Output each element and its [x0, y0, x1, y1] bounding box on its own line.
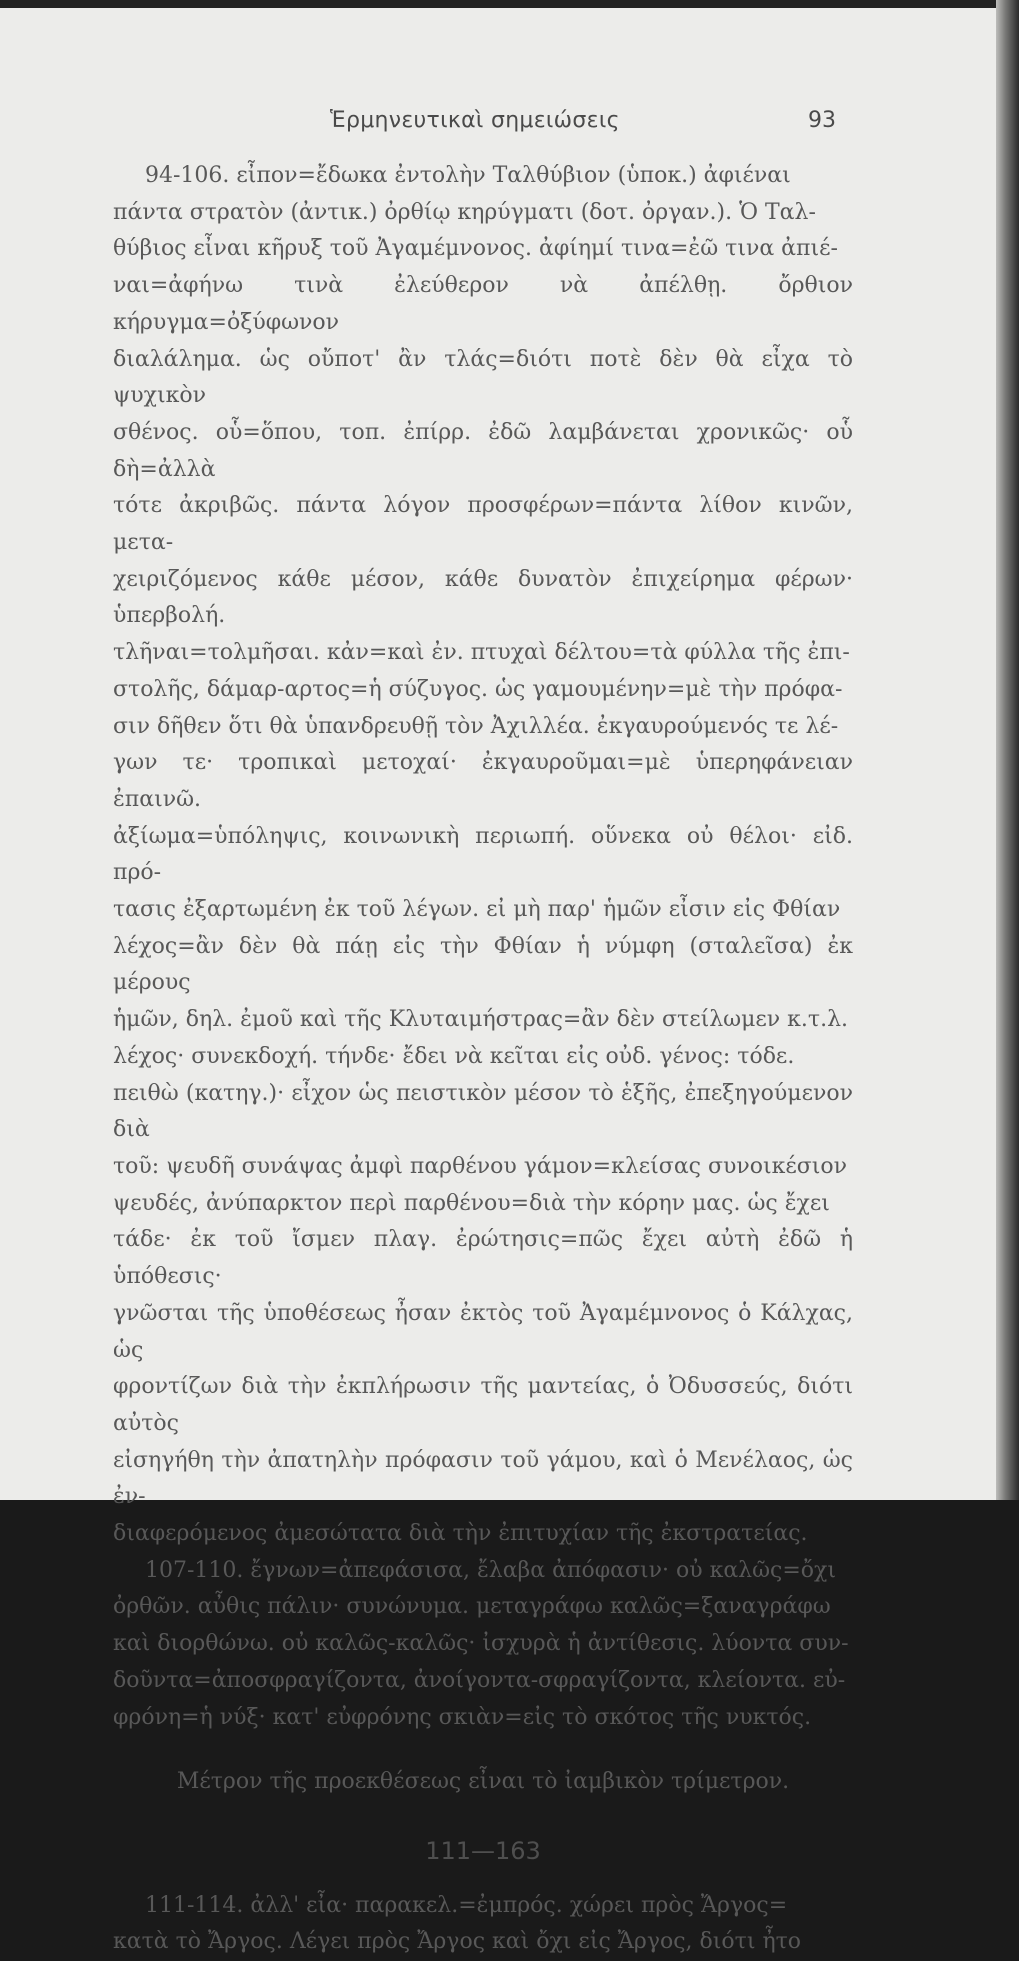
text-line: 111-114. ἀλλ' εἶα· παρακελ.=ἐμπρός. χώρει πρὸς Ἄργος=	[145, 1892, 788, 1918]
text-line: πάντα στρατὸν (ἀντικ.) ὀρθίῳ κηρύγματι (δοτ. ὀργαν.). Ὁ Ταλ-	[113, 199, 816, 225]
notes-111-114	[113, 1888, 853, 1961]
scan-right-edge	[996, 0, 1019, 1500]
text-line: εἰσηγήθη τὴν ἀπατηλὴν πρόφασιν τοῦ γάμου, καὶ ὁ Μενέλαος, ὡς ἐν-	[113, 1447, 853, 1510]
text-line: λέχος=ἂν δὲν θὰ πάῃ εἰς τὴν Φθίαν ἡ νύμφη (σταλεῖσα) ἐκ μέρους	[113, 933, 853, 996]
text-line: δοῦντα=ἀποσφραγίζοντα, ἀνοίγοντα-σφραγίζοντα, κλείοντα. εὐ-	[113, 1667, 846, 1693]
text-line: τοῦ: ψευδῆ συνάψας ἀμφὶ παρθένου γάμον=κλείσας συνοικέσιον	[113, 1153, 848, 1179]
text-line: φρόνη=ἡ νύξ· κατ' εὐφρόνης σκιὰν=εἰς τὸ σκότος τῆς νυκτός.	[113, 1704, 812, 1730]
text-line: τασις ἐξαρτωμένη ἐκ τοῦ λέγων. εἰ μὴ παρ' ἡμῶν εἶσιν εἰς Φθίαν	[113, 897, 841, 923]
page-header	[0, 108, 996, 144]
text-line: τλῆναι=τολμῆσαι. κἀν=καὶ ἐν. πτυχαὶ δέλτου=τὰ φύλλα τῆς ἐπι-	[113, 640, 850, 666]
meter-note: Μέτρον τῆς προεκθέσεως εἶναι τὸ ἰαμβικὸν τρίμετρον.	[176, 1769, 790, 1795]
text-line: ψευδές, ἀνύπαρκτον περὶ παρθένου=διὰ τὴν κόρην μας. ὡς ἔχει	[113, 1190, 830, 1216]
text-line: κατὰ τὸ Ἄργος. Λέγει πρὸς Ἄργος καὶ ὄχι εἰς Ἄργος, διότι ἦτο	[113, 1929, 802, 1955]
text-line: σθένος. οὗ=ὅπου, τοπ. ἐπίρρ. ἐδῶ λαμβάνεται χρονικῶς· οὗ δὴ=ἀλλὰ	[113, 419, 853, 482]
text-line: ὀρθῶν. αὖθις πάλιν· συνώνυμα. μεταγράφω καλῶς=ξαναγράφω	[113, 1594, 831, 1620]
text-line: θύβιος εἶναι κῆρυξ τοῦ Ἀγαμέμνονος. ἀφίημί τινα=ἐῶ τινα ἀπιέ-	[113, 236, 838, 262]
text-line: πειθὼ (κατηγ.)· εἶχον ὡς πειστικὸν μέσον τὸ ἑξῆς, ἐπεξηγούμενον διὰ	[113, 1080, 853, 1143]
text-line: στολῆς, δάμαρ-αρτος=ἡ σύζυγος. ὡς γαμουμένην=μὲ τὴν πρόφα-	[113, 676, 843, 702]
notes-94-106	[113, 158, 853, 1553]
text-line: τότε ἀκριβῶς. πάντα λόγον προσφέρων=πάντα λίθον κινῶν, μετα-	[113, 493, 853, 556]
book-page	[0, 8, 996, 1955]
text-line: λέχος· συνεκδοχή. τήνδε· ἔδει νὰ κεῖται εἰς οὐδ. γένος: τόδε.	[113, 1043, 795, 1069]
text-line: ἀξίωμα=ὑπόληψις, κοινωνικὴ περιωπή. οὕνεκα οὐ θέλοι· εἰδ. πρό-	[113, 823, 853, 886]
text-line: χειριζόμενος κάθε μέσον, κάθε δυνατὸν ἐπιχείρημα φέρων· ὑπερβολή.	[113, 566, 853, 629]
notes-107-110	[113, 1553, 853, 1737]
text-line: διαλάλημα. ὡς οὔποτ' ἂν τλάς=διότι ποτὲ δὲν θὰ εἶχα τὸ ψυχικὸν	[113, 346, 853, 409]
section-heading: 111—163	[425, 1836, 541, 1865]
text-line: 94-106. εἶπον=ἔδωκα ἐντολὴν Ταλθύβιον (ὑποκ.) ἀφιέναι	[145, 163, 791, 188]
text-line: τάδε· ἐκ τοῦ ἴσμεν πλαγ. ἐρώτησις=πῶς ἔχει αὐτὴ ἐδῶ ἡ ὑπόθεσις·	[113, 1227, 853, 1290]
text-line: καὶ διορθώνω. οὐ καλῶς-καλῶς· ἰσχυρὰ ἡ ἀντίθεσις. λύοντα συν-	[113, 1631, 849, 1657]
page-body	[113, 158, 853, 1961]
text-line: διαφερόμενος ἀμεσώτατα διὰ τὴν ἐπιτυχίαν τῆς ἐκστρατείας.	[113, 1521, 808, 1547]
page-number: 93	[808, 108, 836, 133]
text-line: φροντίζων διὰ τὴν ἐκπλήρωσιν τῆς μαντείας, ὁ Ὀδυσσεύς, διότι αὐτὸς	[113, 1374, 853, 1436]
text-line: γων τε· τροπικαὶ μετοχαί· ἐκγαυροῦμαι=μὲ ὑπερηφάνειαν ἐπαινῶ.	[113, 750, 853, 812]
running-head: Ἑρμηνευτικαὶ σημειώσεις	[330, 108, 620, 133]
text-line: σιν δῆθεν ὅτι θὰ ὑπανδρευθῇ τὸν Ἀχιλλέα. ἐκγαυρούμενός τε λέ-	[113, 713, 839, 739]
text-line: 107-110. ἔγνων=ἀπεφάσισα, ἔλαβα ἀπόφασιν· οὐ καλῶς=ὄχι	[145, 1557, 837, 1583]
text-line: ἡμῶν, δηλ. ἐμοῦ καὶ τῆς Κλυταιμήστρας=ἂν δὲν στείλωμεν κ.τ.λ.	[113, 1007, 849, 1033]
text-line: ναι=ἀφήνω τινὰ ἐλεύθερον νὰ ἀπέλθῃ. ὄρθιον κήρυγμα=ὀξύφωνον	[113, 273, 853, 335]
text-line: γνῶσται τῆς ὑποθέσεως ἦσαν ἐκτὸς τοῦ Ἀγαμέμνονος ὁ Κάλχας, ὡς	[113, 1300, 853, 1363]
